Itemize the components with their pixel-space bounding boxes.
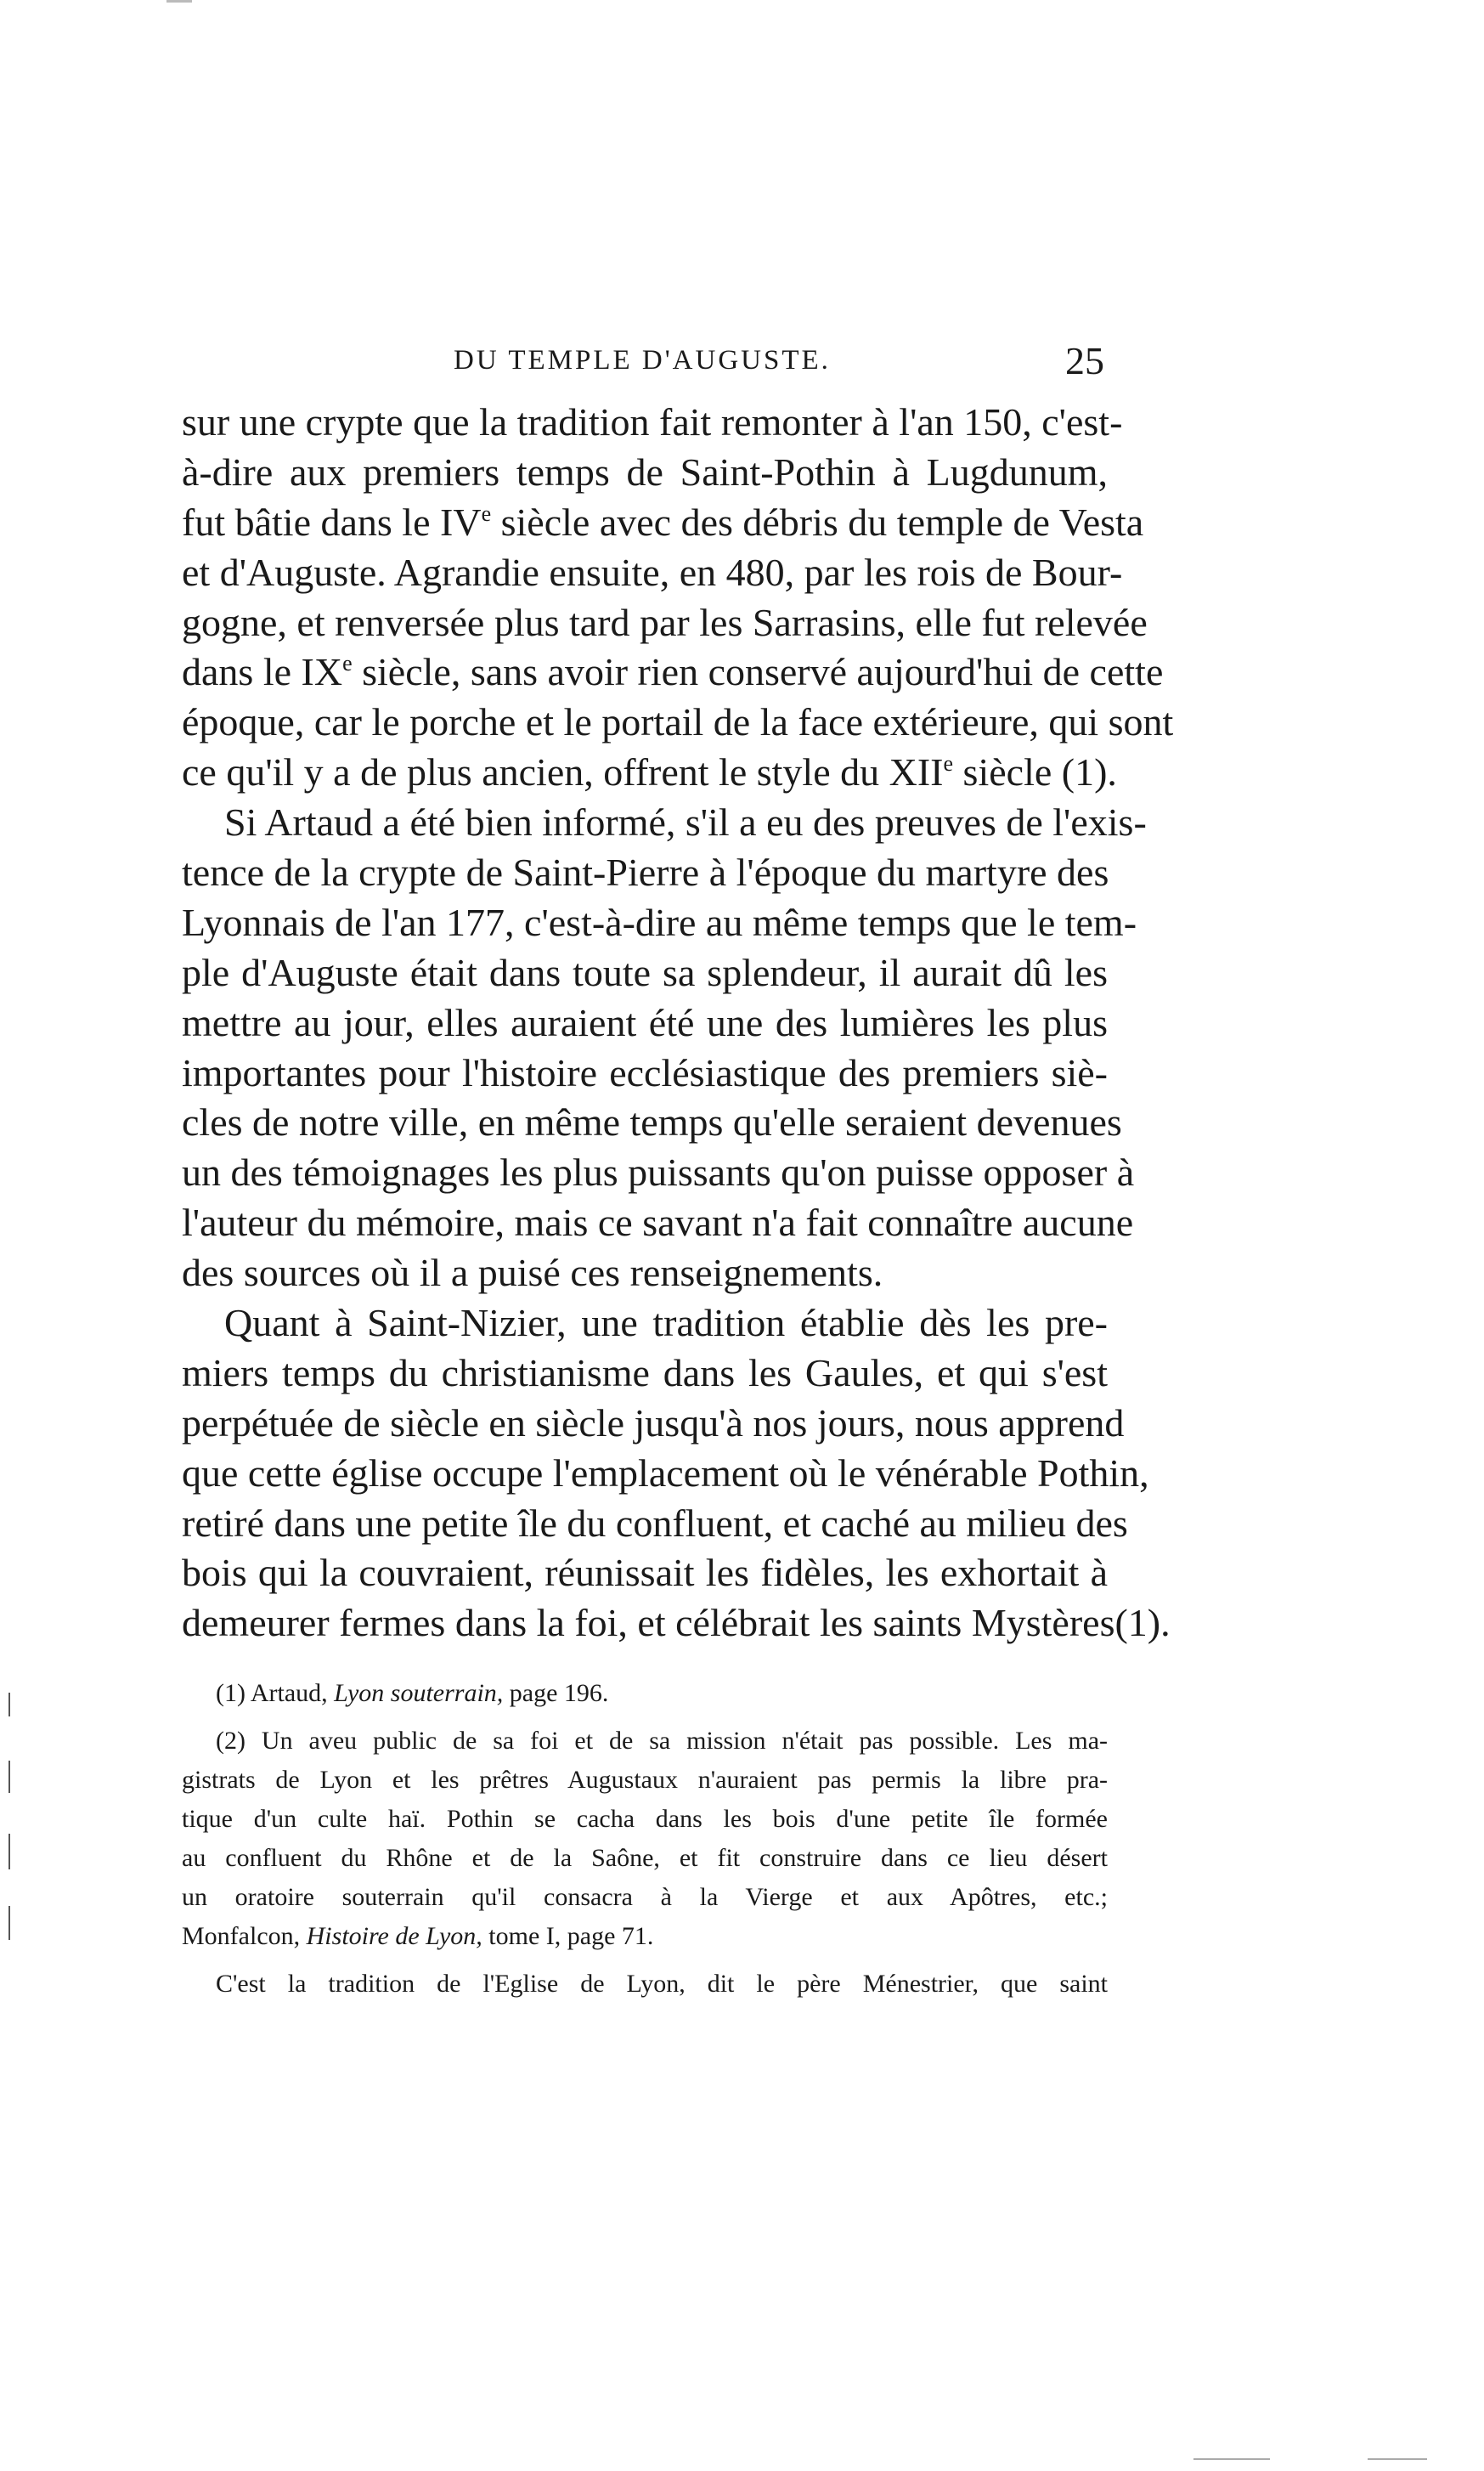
footnote-title: Lyon souterrain, [334, 1679, 504, 1707]
running-title: DU TEMPLE D'AUGUSTE. [454, 345, 831, 376]
footnote-author: Monfalcon, [182, 1922, 301, 1950]
footnote-title: Histoire de Lyon, [306, 1922, 482, 1950]
footnote-2-line: un oratoire souterrain qu'il consacra à la Vierge et aux Apôtres, etc.; [182, 1883, 1108, 1911]
footnote-2-last-line [182, 1917, 1108, 1956]
margin-mark [8, 1693, 10, 1716]
margin-mark [8, 1834, 10, 1869]
text-line: Lyonnais de l'an 177, c'est-à-dire au même temps que le tem- [182, 900, 1137, 944]
text-line: un des témoignages les plus puissants qu'on puisse opposer à [182, 1151, 1135, 1195]
text-line: des sources où il a puisé ces renseignements. [182, 1251, 883, 1295]
text-line: Quant à Saint-Nizier, une tradition établie dès les pre- [224, 1301, 1108, 1345]
footnote-2-line: (2) Un aveu public de sa foi et de sa mission n'était pas possible. Les ma- [216, 1727, 1108, 1755]
text-line: et d'Auguste. Agrandie ensuite, en 480, par les rois de Bour- [182, 550, 1123, 594]
footnote-2-line: gistrats de Lyon et les prêtres Augustaux n'auraient pas permis la libre pra- [182, 1766, 1108, 1794]
text-line: l'auteur du mémoire, mais ce savant n'a fait connaître aucune [182, 1201, 1134, 1245]
text-line: cles de notre ville, en même temps qu'elle seraient devenues [182, 1100, 1122, 1145]
scan-mark [166, 0, 192, 3]
margin-mark [8, 1906, 10, 1940]
scan-mark [1193, 2458, 1270, 2460]
footnote-rest: tome I, page 71. [488, 1922, 654, 1950]
text-line: à-dire aux premiers temps de Saint-Pothin à Lugdunum, [182, 450, 1108, 494]
text-line: époque, car le porche et le portail de la face extérieure, qui sont [182, 700, 1174, 744]
body-text [182, 398, 1174, 1648]
margin-mark [8, 1761, 10, 1793]
text-line: dans le IXe siècle, sans avoir rien conservé aujourd'hui de cette [182, 650, 1164, 694]
scan-mark [1368, 2458, 1427, 2460]
text-line: tence de la crypte de Saint-Pierre à l'époque du martyre des [182, 851, 1109, 895]
footnote-1 [182, 1674, 1108, 1713]
text-line: ce qu'il y a de plus ancien, offrent le style du XIIe siècle (1). [182, 750, 1117, 794]
text-line: miers temps du christianisme dans les Gaules, et qui s'est [182, 1350, 1108, 1394]
running-head [170, 338, 1104, 389]
text-line: Si Artaud a été bien informé, s'il a eu des preuves de l'exis- [224, 800, 1147, 845]
footnote-rest: page 196. [509, 1679, 609, 1707]
footnote-continuation: C'est la tradition de l'Eglise de Lyon, dit le père Ménestrier, que saint [216, 1970, 1108, 1998]
footnote-2-line: tique d'un culte haï. Pothin se cacha dans les bois d'une petite île formée [182, 1805, 1108, 1833]
text-line: que cette église occupe l'emplacement où le vénérable Pothin, [182, 1450, 1149, 1495]
footnote-marker: (1) [216, 1679, 245, 1707]
text-line: perpétuée de siècle en siècle jusqu'à nos jours, nous apprend [182, 1400, 1125, 1445]
footnotes [182, 1674, 1108, 2004]
text-line: importantes pour l'histoire ecclésiastique des premiers siè- [182, 1050, 1108, 1094]
text-line: gogne, et renversée plus tard par les Sarrasins, elle fut relevée [182, 600, 1148, 644]
text-line: ple d'Auguste était dans toute sa splendeur, il aurait dû les [182, 950, 1108, 994]
text-line: retiré dans une petite île du confluent, et caché au milieu des [182, 1501, 1128, 1545]
text-line: sur une crypte que la tradition fait remonter à l'an 150, c'est- [182, 400, 1123, 444]
footnote-author: Artaud, [250, 1679, 328, 1707]
page-number: 25 [1065, 339, 1104, 382]
text-line: bois qui la couvraient, réunissait les fidèles, les exhortait à [182, 1551, 1108, 1595]
text-line: fut bâtie dans le IVe siècle avec des débris du temple de Vesta [182, 500, 1144, 544]
text-line: mettre au jour, elles auraient été une des lumières les plus [182, 1000, 1108, 1044]
footnote-2-line: au confluent du Rhône et de la Saône, et fit construire dans ce lieu désert [182, 1844, 1108, 1872]
text-line: demeurer fermes dans la foi, et célébrait les saints Mystères(1). [182, 1601, 1171, 1645]
